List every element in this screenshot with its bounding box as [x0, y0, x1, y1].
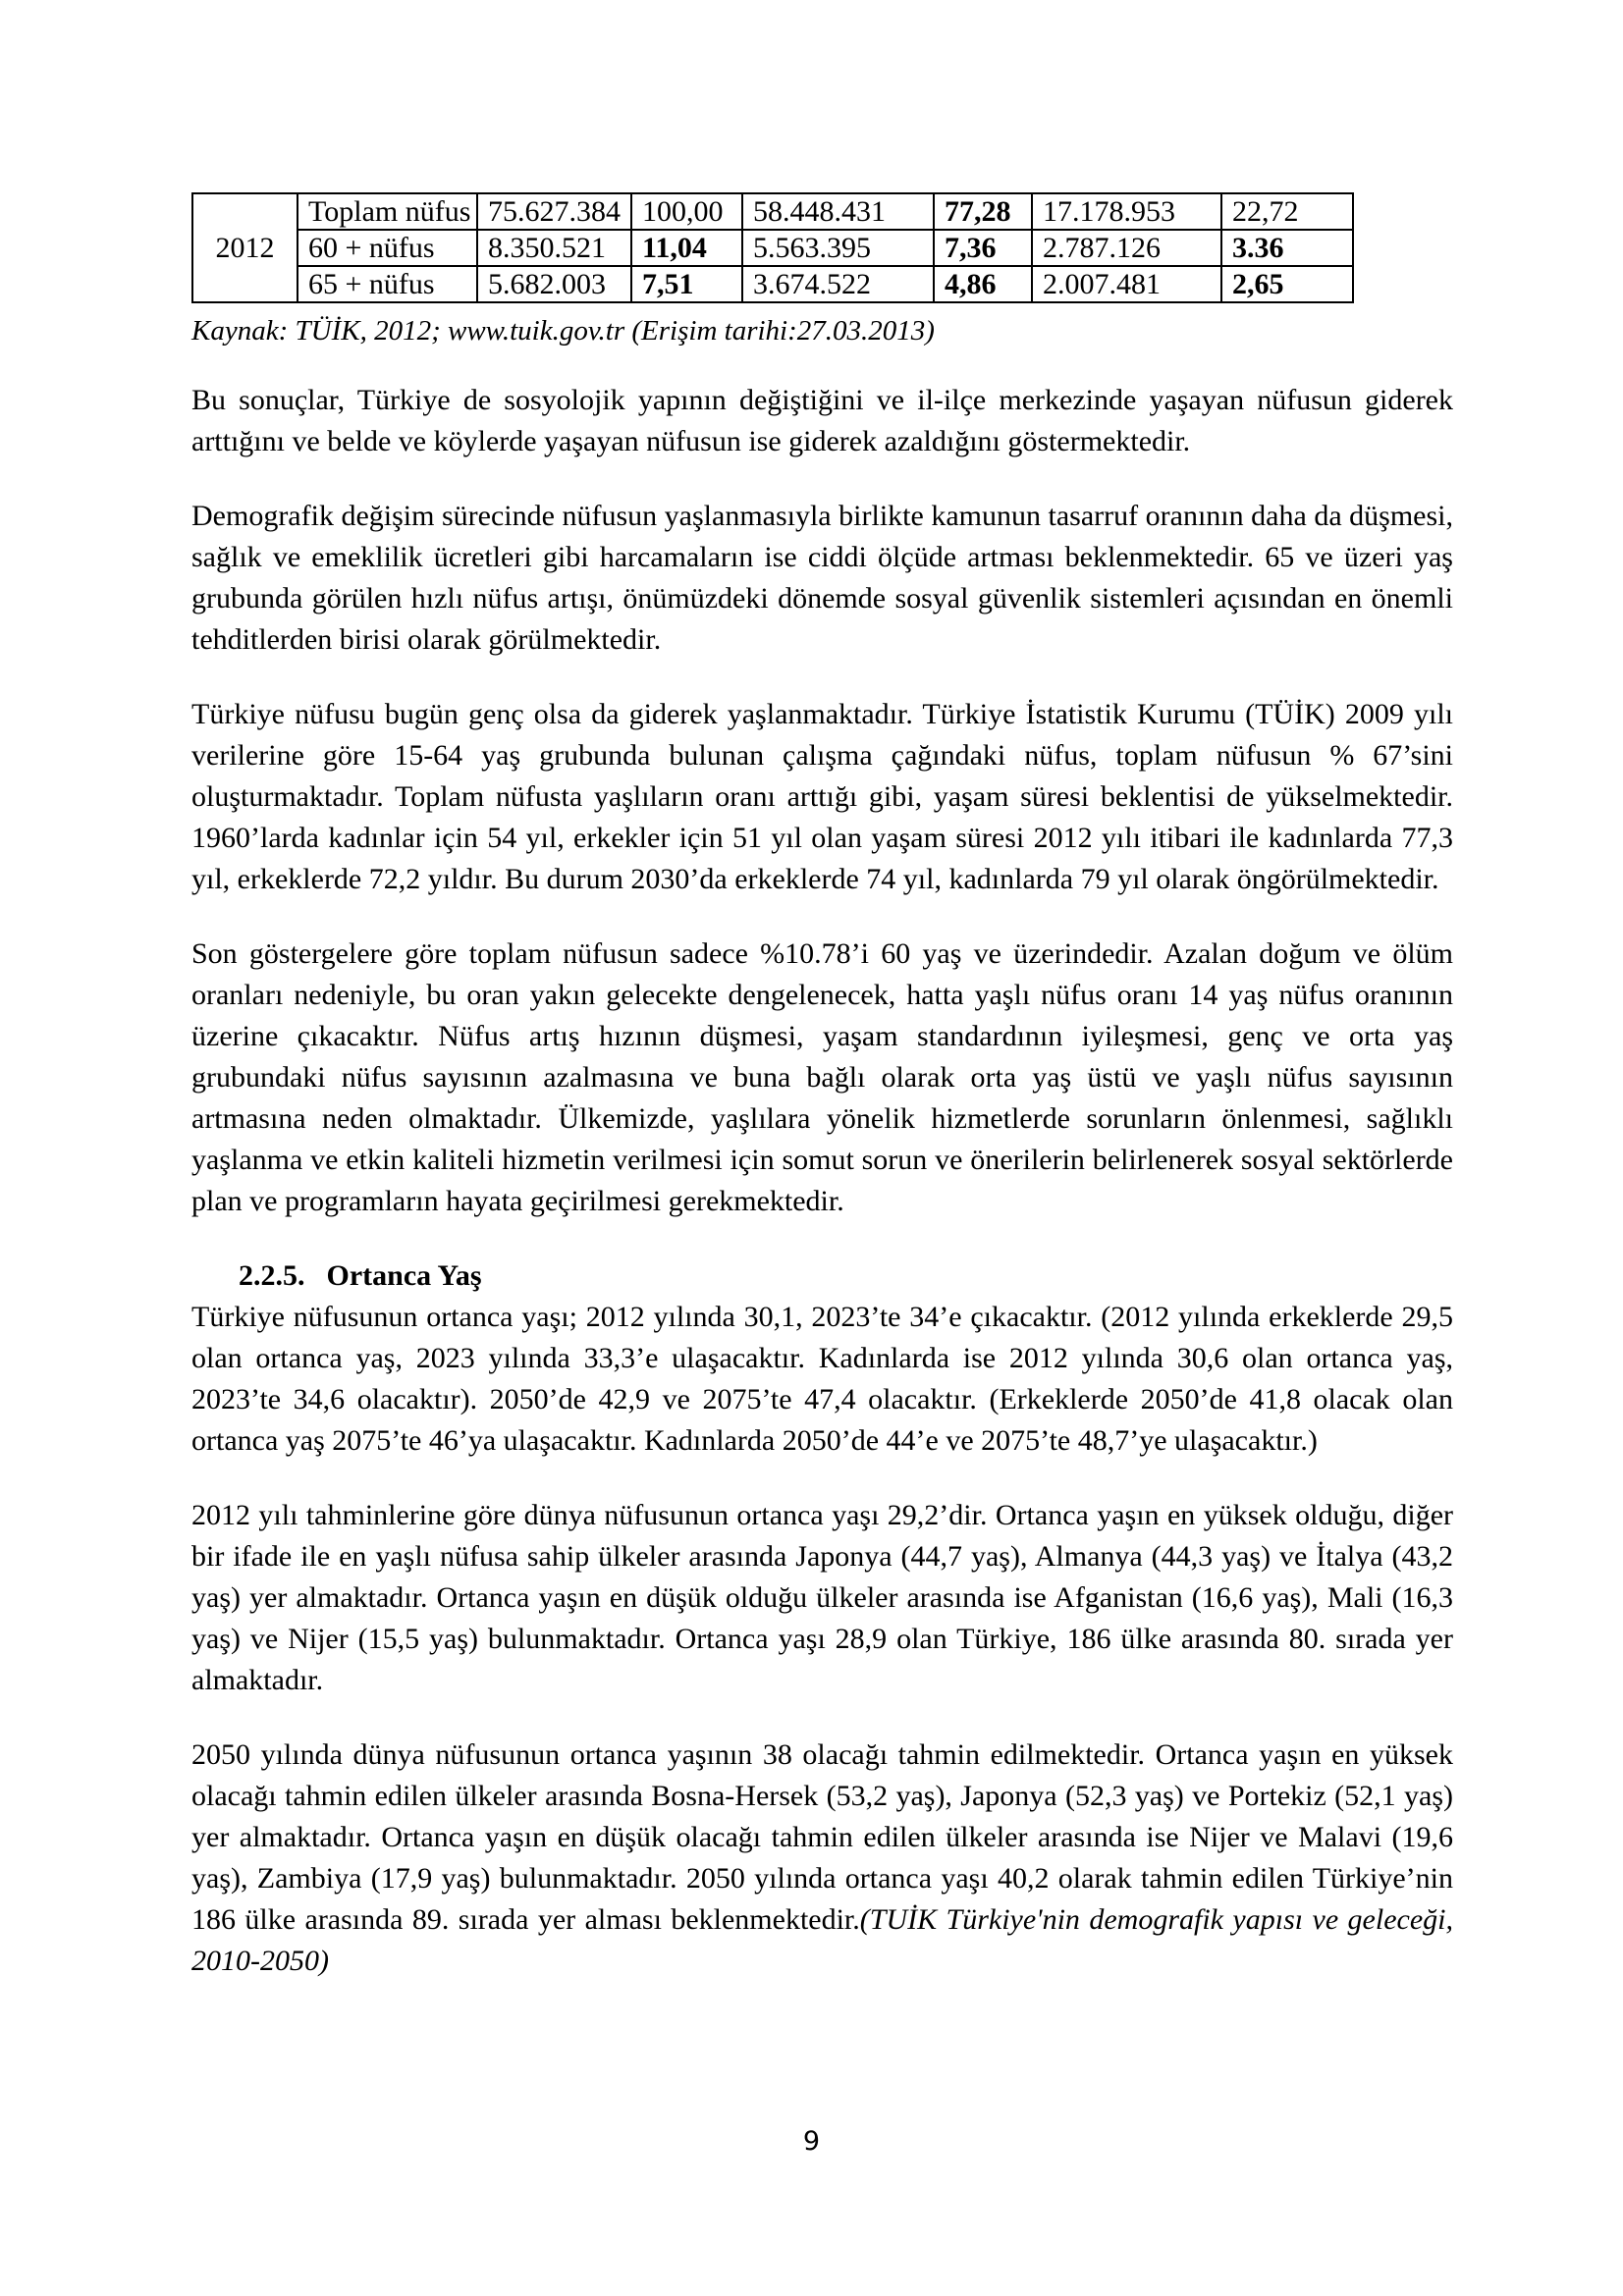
paragraph-body-text: 2050 yılında dünya nüfusunun ortanca yaşının 38 olacağı tahmin edilmektedir. Ortanca yaşın en yüksek olacağı tahmin edilen ülkeler arasında Bosna-Hersek (53,2 yaş), Japonya (52,3 yaş) ve Portekiz (52,1 yaş) yer almaktadır. Ortanca yaşın en düşük olacağı tahmin edilen ülkeler arasında ise Nijer ve Malavi (19,6 yaş), Zambiya (17,9 yaş) bulunmaktadır. 2050 yılında ortanca yaşı 40,2 olarak tahmin edilen Türkiye’nin 186 ülke arasında 89. sırada yer alması beklenmektedir. — [191, 1738, 1453, 1936]
table-cell: 5.682.003 — [477, 266, 631, 302]
paragraph-aging-population: Türkiye nüfusu bugün genç olsa da giderek yaşlanmaktadır. Türkiye İstatistik Kurumu (TÜİK) 2009 yılı verilerine göre 15-64 yaş grubunda bulunan çalışma çağındaki nüfus, toplam nüfusun % 67’sini oluşturmaktadır. Toplam nüfusta yaşlıların oranı arttığı gibi, yaşam süresi beklentisi de yükselmektedir. 1960’larda kadınlar için 54 yıl, erkekler için 51 yıl olan yaşam süresi 2012 yılı itibari ile kadınlarda 77,3 yıl, erkeklerde 72,2 yıldır. Bu durum 2030’da erkeklerde 74 yıl, kadınlarda 79 yıl olarak öngörülmektedir. — [191, 698, 1453, 895]
table-row — [192, 230, 1353, 266]
table-cell: 3.674.522 — [742, 266, 934, 302]
page-content — [191, 192, 1453, 2015]
table-cell: 4,86 — [934, 266, 1032, 302]
table-cell: 7,36 — [934, 230, 1032, 266]
paragraph-results: Bu sonuçlar, Türkiye de sosyolojik yapının değiştiğini ve il-ilçe merkezinde yaşayan nüfusun giderek arttığını ve belde ve köylerde yaşayan nüfusun ise giderek azaldığını göstermektedir. — [191, 384, 1453, 457]
citation-reference: (TUİK Türkiye'nin demografik yapısı ve geleceği, 2010-2050) — [191, 1903, 1453, 1977]
table-source-caption: Kaynak: TÜİK, 2012; www.tuik.gov.tr (Erişim tarihi:27.03.2013) — [191, 315, 935, 347]
table-cell: 8.350.521 — [477, 230, 631, 266]
table-cell: 65 + nüfus — [298, 266, 477, 302]
table-cell: 2,65 — [1221, 266, 1353, 302]
table-cell: 11,04 — [631, 230, 742, 266]
table-cell: Toplam nüfus — [298, 193, 477, 230]
paragraph-indicators: Son göstergelere göre toplam nüfusun sadece %10.78’i 60 yaş ve üzerindedir. Azalan doğum ve ölüm oranları nedeniyle, bu oran yakın gelecekte dengelenecek, hatta yaşlı nüfus oranı 14 yaş nüfus oranının üzerine çıkacaktır. Nüfus artış hızının düşmesi, yaşam standardının iyileşmesi, genç ve orta yaş grubundaki nüfus sayısının azalmasına ve buna bağlı olarak orta yaş üstü ve yaşlı nüfus sayısının artmasına neden olmaktadır. Ülkemizde, yaşlılara yönelik hizmetlerde sorunların önlenmesi, sağlıklı yaşlanma ve etkin kaliteli hizmetin verilmesi için somut sorun ve önerilerin belirlenerek sosyal sektörlerde plan ve programların hayata geçirilmesi gerekmektedir. — [191, 937, 1453, 1217]
table-cell: 3.36 — [1221, 230, 1353, 266]
table-cell: 5.563.395 — [742, 230, 934, 266]
section-heading — [239, 1255, 1453, 1297]
table-cell: 77,28 — [934, 193, 1032, 230]
section-number: 2.2.5. — [239, 1259, 305, 1292]
table-cell: 17.178.953 — [1032, 193, 1221, 230]
table-row — [192, 193, 1353, 230]
paragraph-median-age-world-2012: 2012 yılı tahminlerine göre dünya nüfusunun ortanca yaşı 29,2’dir. Ortanca yaşın en yüksek olduğu, diğer bir ifade ile en yaşlı nüfusa sahip ülkeler arasında Japonya (44,7 yaş), Almanya (44,3 yaş) ve İtalya (43,2 yaş) yer almaktadır. Ortanca yaşın en düşük olduğu ülkeler arasında ise Afganistan (16,6 yaş), Mali (16,3 yaş) ve Nijer (15,5 yaş) bulunmaktadır. Ortanca yaşı 28,9 olan Türkiye, 186 ülke arasında 80. sırada yer almaktadır. — [191, 1499, 1453, 1696]
table-cell: 75.627.384 — [477, 193, 631, 230]
table-cell-year: 2012 — [192, 193, 298, 302]
table-cell: 7,51 — [631, 266, 742, 302]
page-number: 9 — [802, 2126, 821, 2157]
table-cell: 22,72 — [1221, 193, 1353, 230]
paragraph-median-age-world-2050 — [191, 1735, 1453, 1982]
paragraph-median-age-turkey: Türkiye nüfusunun ortanca yaşı; 2012 yılında 30,1, 2023’te 34’e çıkacaktır. (2012 yılında erkeklerde 29,5 olan ortanca yaş, 2023 yılında 33,3’e ulaşacaktır. Kadınlarda ise 2012 yılında 30,6 olan ortanca yaş, 2023’te 34,6 olacaktır). 2050’de 42,9 ve 2075’te 47,4 olacaktır. (Erkeklerde 2050’de 41,8 olacak olan ortanca yaş 2075’te 46’ya ulaşacaktır. Kadınlarda 2050’de 44’e ve 2075’te 48,7’ye ulaşacaktır.) — [191, 1301, 1453, 1457]
table-cell: 100,00 — [631, 193, 742, 230]
section-title: Ortanca Yaş — [326, 1259, 482, 1292]
table-cell: 60 + nüfus — [298, 230, 477, 266]
paragraph-demographic-change: Demografik değişim sürecinde nüfusun yaşlanmasıyla birlikte kamunun tasarruf oranının daha da düşmesi, sağlık ve emeklilik ücretleri gibi harcamaların ise ciddi ölçüde artması beklenmektedir. 65 ve üzeri yaş grubunda görülen hızlı nüfus artışı, önümüzdeki dönemde sosyal güvenlik sistemleri açısından en önemli tehditlerden birisi olarak görülmektedir. — [191, 500, 1453, 656]
table-cell: 2.787.126 — [1032, 230, 1221, 266]
table-cell: 58.448.431 — [742, 193, 934, 230]
table-cell: 2.007.481 — [1032, 266, 1221, 302]
population-table — [191, 192, 1354, 303]
table-row — [192, 266, 1353, 302]
